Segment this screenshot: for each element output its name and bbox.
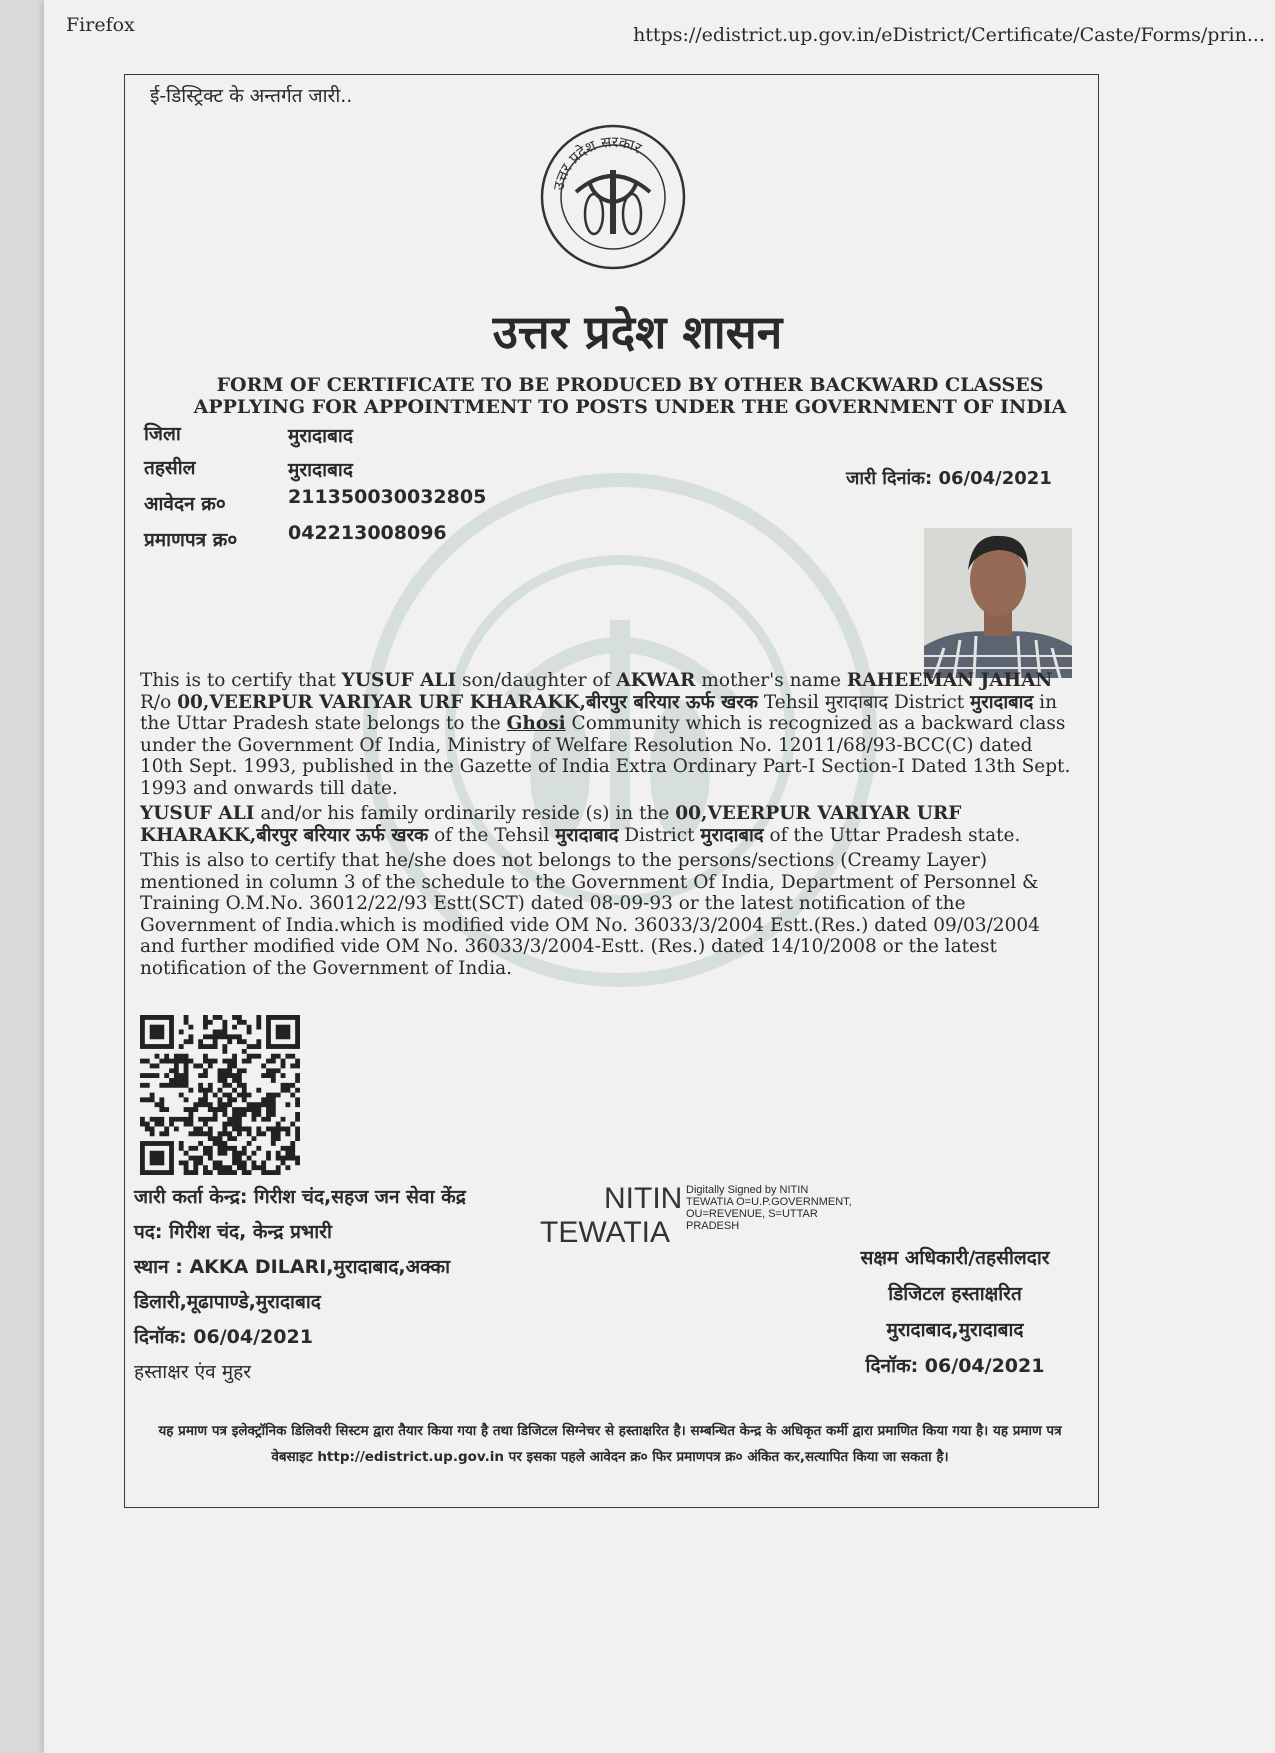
body-text-fragment: of the Uttar Pradesh state.	[763, 824, 1021, 846]
body-text-fragment: and/or his family ordinarily reside (s) in the	[254, 803, 676, 824]
body-text-fragment: mother's name	[695, 670, 847, 691]
certificate-body	[140, 670, 1080, 983]
applicant-name: YUSUF ALI	[140, 803, 255, 824]
body-text-fragment: Community which is recognized as a backward class under the Government Of India, Ministry of Welfare Resolution No. 12011/68/93-BCC(C) dated 10th Sept. 1993, published in the Gazette of India Extra Ordinary Part-I Section-I Dated 13th Sept. 1993 and onwards till date.	[140, 713, 1071, 799]
issuer-place-line2: डिलारी,मूढापाण्डे,मुरादाबाद	[134, 1291, 321, 1313]
district-value: मुरादाबाद	[288, 425, 353, 447]
certificate-number-label: प्रमाणपत्र क्र०	[144, 529, 238, 551]
svg-text:उत्तर प्रदेश सरकार	[549, 133, 645, 192]
certification-paragraph	[140, 670, 1080, 799]
residence-address: 00,VEERPUR VARIYAR URF KHARAKK,बीरपुर बरियार ऊर्फ खरक	[177, 691, 758, 713]
application-number-label: आवेदन क्र०	[144, 493, 226, 515]
signer-first-name: NITIN	[604, 1182, 683, 1215]
creamy-layer-paragraph: This is also to certify that he/she does not belongs to the persons/sections (Creamy Layer) mentioned in column 3 of the schedule to the Government Of India, Department of Personnel & Training O.M.No. 36012/22/93 Estt(SCT) dated 08-09-93 or the latest notification of the Government of India.which is modified vide OM No. 36033/3/2004 Estt.(Res.) dated 09/03/2004 and further modified vide OM No. 36033/3/2004-Estt. (Res.) dated 14/10/2008 or the latest notification of the Government of India.	[140, 850, 1040, 979]
form-title-line1: FORM OF CERTIFICATE TO BE PRODUCED BY OTHER BACKWARD CLASSES	[216, 374, 1044, 396]
verification-qr-code	[140, 1015, 300, 1175]
district-name: मुरादाबाद	[700, 824, 764, 846]
father-name: AKWAR	[616, 670, 696, 691]
certificate-number-value: 042213008096	[288, 522, 447, 544]
community-name: Ghosi	[506, 713, 566, 734]
issuing-centre: जारी कर्ता केन्द्र: गिरीश चंद,सहज जन सेवा केंद्र	[134, 1186, 466, 1208]
body-text-fragment: District	[618, 824, 701, 846]
issue-date-label: जारी दिनांक:	[846, 468, 933, 489]
government-title: उत्तर प्रदेश शासन	[492, 305, 783, 359]
form-title-line2: APPLYING FOR APPOINTMENT TO POSTS UNDER THE GOVERNMENT OF INDIA	[193, 396, 1067, 418]
mother-name: RAHEEMAN JAHAN	[846, 670, 1053, 691]
body-text-fragment: in the Uttar Pradesh state belongs to the	[140, 691, 1058, 734]
authority-title: सक्षम अधिकारी/तहसीलदार	[860, 1247, 1050, 1269]
issuer-place-line1: स्थान : AKKA DILARI,मुरादाबाद,अक्का	[134, 1256, 451, 1278]
browser-name: Firefox	[66, 14, 135, 36]
signature-and-seal-label: हस्ताक्षर एंव मुहर	[134, 1361, 251, 1383]
tehsil-name: मुरादाबाद	[555, 824, 619, 846]
issuer-post: पद: गिरीश चंद, केन्द्र प्रभारी	[134, 1221, 332, 1243]
browser-url: https://edistrict.up.gov.in/eDistrict/Certificate/Caste/Forms/prin...	[633, 24, 1265, 46]
applicant-photo	[924, 528, 1072, 678]
residence-address: 00,VEERPUR VARIYAR URF KHARAKK,बीरपुर बरियार ऊर्फ खरक	[140, 803, 962, 846]
district-label: जिला	[144, 423, 181, 445]
body-text-fragment: This is to certify that	[140, 670, 342, 691]
issuer-date: दिनॉक: 06/04/2021	[134, 1326, 313, 1348]
issue-date-value: 06/04/2021	[938, 468, 1052, 489]
district-name: मुरादाबाद	[970, 691, 1034, 713]
up-government-seal-icon	[538, 122, 688, 272]
verification-note: यह प्रमाण पत्र इलेक्ट्रॉनिक डिलिवरी सिस्टम द्वारा तैयार किया गया है तथा डिजिटल सिग्नेचर से हस्ताक्षरित है। सम्बन्धित केन्द्र के अधिकृत कर्मी द्वारा प्रमाणित किया गया है। यह प्रमाण पत्र वेबसाइट http://edistrict.up.gov.in पर इसका पहले आवेदन क्र० फिर प्रमाणपत्र क्र० अंकित कर,सत्यापित किया जा सकता है।	[158, 1423, 1062, 1465]
authority-place: मुरादाबाद,मुरादाबाद	[886, 1319, 1024, 1341]
authority-details	[830, 1240, 1080, 1384]
body-text-fragment: of the Tehsil	[428, 824, 556, 846]
body-text-fragment: R/o	[140, 691, 178, 713]
issued-under-text: ई-डिस्ट्रिक्ट के अन्तर्गत जारी..	[150, 85, 353, 107]
signer-last-name: TEWATIA	[540, 1216, 670, 1249]
authority-signed: डिजिटल हस्ताक्षरित	[888, 1283, 1022, 1305]
issue-date	[846, 466, 1052, 490]
form-title	[180, 374, 1080, 418]
authority-date: दिनॉक: 06/04/2021	[865, 1355, 1045, 1377]
body-text-fragment: son/daughter of	[456, 670, 617, 691]
applicant-name: YUSUF ALI	[341, 670, 457, 691]
signature-details: Digitally Signed by NITIN TEWATIA O=U.P.GOVERNMENT, OU=REVENUE, S=UTTAR PRADESH	[686, 1184, 852, 1232]
body-text-fragment: Tehsil मुरादाबाद District	[758, 691, 971, 713]
residence-paragraph	[140, 803, 1080, 846]
tehsil-label: तहसील	[144, 457, 196, 479]
tehsil-value: मुरादाबाद	[288, 459, 353, 481]
seal-text: उत्तर प्रदेश सरकार	[549, 132, 645, 192]
issuer-details	[134, 1180, 466, 1390]
application-number-value: 211350030032805	[288, 486, 487, 508]
